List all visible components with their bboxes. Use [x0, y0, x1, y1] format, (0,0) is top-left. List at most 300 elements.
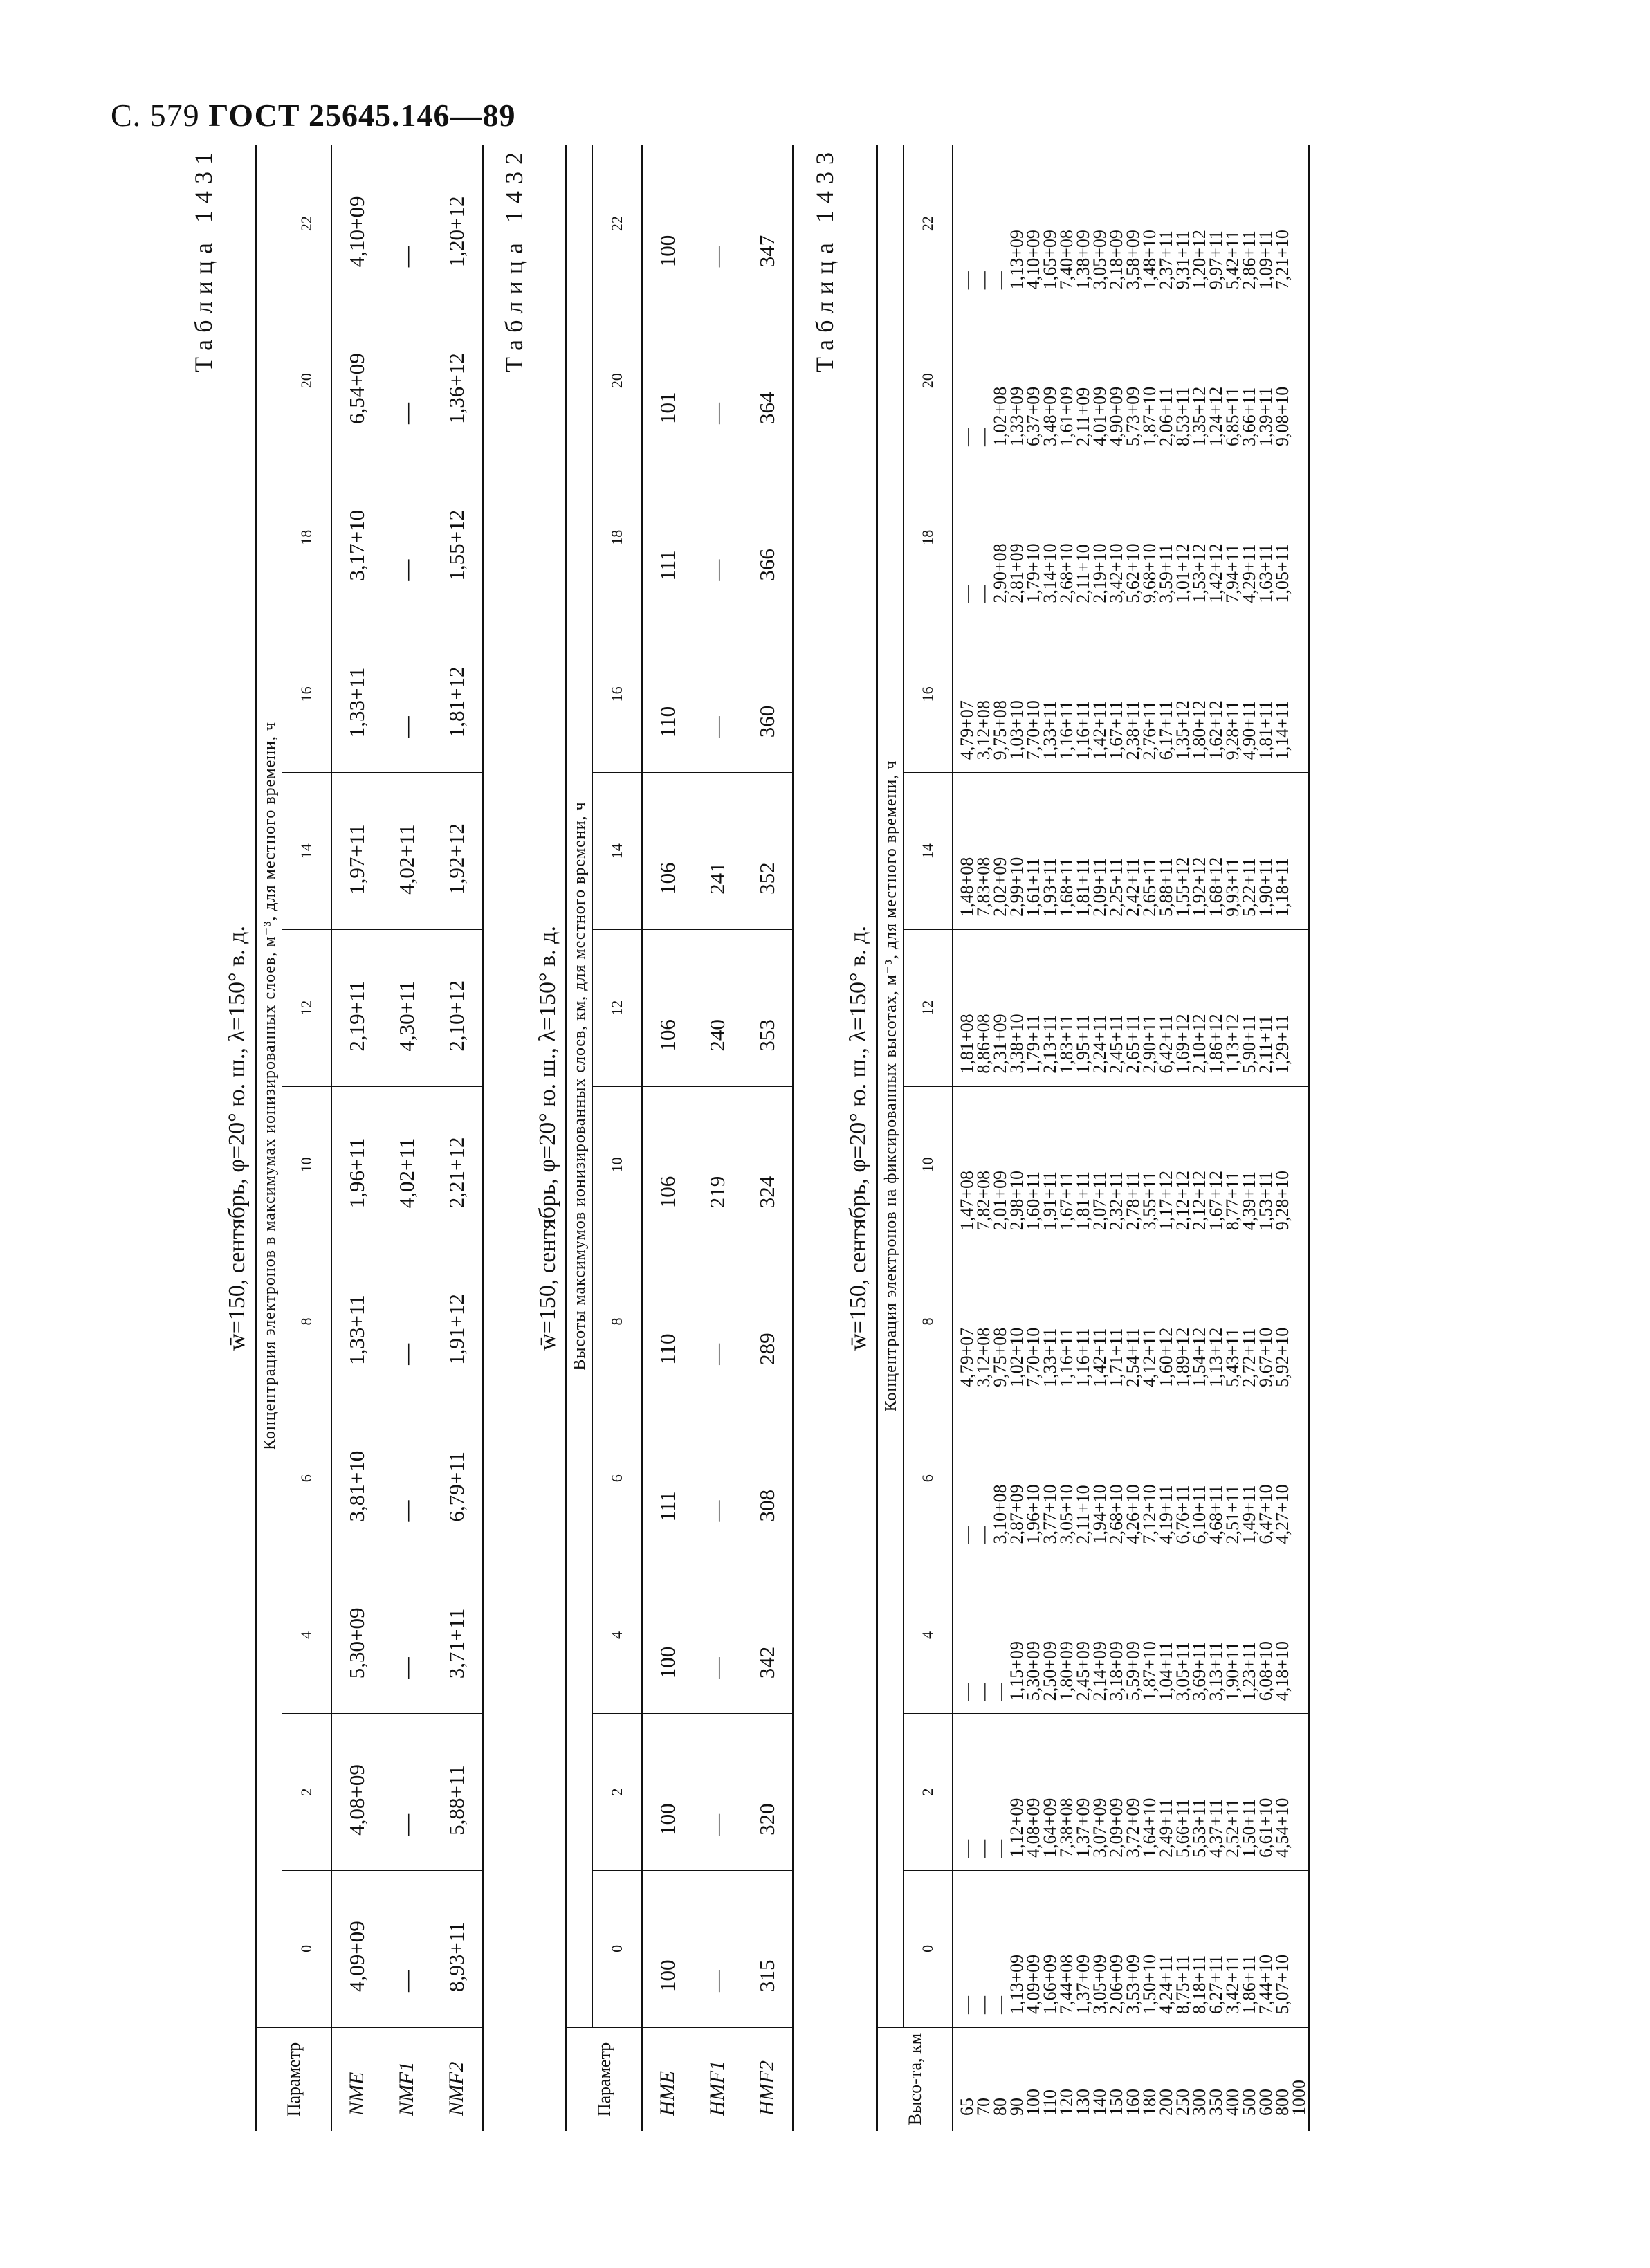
value: 1,37+09 [1073, 1798, 1093, 1858]
value: 7,94+11 [1222, 544, 1243, 603]
value: 2,12+12 [1189, 1171, 1209, 1231]
value: 2,06+09 [1106, 1954, 1126, 2014]
table-cell: — [693, 616, 742, 773]
hour-header: 6 [593, 1400, 643, 1557]
hour-header: 10 [904, 1086, 953, 1243]
value: 2,90+11 [1139, 1014, 1159, 1074]
value: 5,53+11 [1189, 1798, 1209, 1858]
hour-header: 18 [904, 459, 953, 616]
value: 3,18+09 [1106, 1641, 1126, 1701]
hour-column [953, 145, 1309, 302]
table-cell: 4,02+11 [382, 1086, 432, 1243]
value: 4,79+07 [957, 700, 977, 760]
table-row [331, 145, 382, 2131]
value: 9,75+08 [990, 700, 1010, 760]
table-1431 [255, 145, 484, 2131]
table-row [693, 145, 742, 2131]
table-cell: 3,71+11 [432, 1557, 483, 1714]
value: 1,42+11 [1090, 701, 1110, 760]
value: 5,42+11 [1222, 230, 1243, 290]
value: 2,02+09 [990, 857, 1010, 917]
value: 150 [1106, 2089, 1126, 2116]
table-row [432, 145, 483, 2131]
value: 2,09+11 [1090, 857, 1110, 917]
value: 3,42+11 [1222, 1955, 1243, 2014]
value: 3,05+10 [1056, 1484, 1076, 1544]
hour-header: 22 [904, 145, 953, 302]
hour-header: 8 [282, 1243, 332, 1400]
hour-column [953, 773, 1309, 930]
table-cell: 240 [693, 929, 742, 1086]
table-cell: — [382, 1243, 432, 1400]
value: 1,17+12 [1156, 1171, 1176, 1231]
value: 2,87+09 [1007, 1484, 1027, 1544]
value: 3,66+11 [1239, 387, 1259, 446]
table-cell: 219 [693, 1086, 742, 1243]
value: 2,68+10 [1106, 1484, 1126, 1544]
value: 9,93+11 [1222, 857, 1243, 917]
value: 7,21+10 [1272, 230, 1292, 290]
value: 6,42+11 [1156, 1014, 1176, 1074]
value: 1,38+09 [1073, 230, 1093, 290]
value: 7,44+10 [1256, 1954, 1276, 2014]
hour-header: 20 [904, 302, 953, 459]
table-cell: 1,20+12 [432, 145, 483, 302]
value: 2,11+10 [1073, 1485, 1093, 1544]
table-cell: 352 [742, 773, 794, 930]
value: 1,49+11 [1239, 1485, 1259, 1544]
value: — [973, 1683, 993, 1701]
value: 1,94+10 [1090, 1484, 1110, 1544]
table-cell: 3,17+10 [331, 459, 382, 616]
hour-column [953, 302, 1309, 459]
hour-header: 14 [904, 773, 953, 930]
value: 500 [1239, 2089, 1259, 2116]
table-cell: 366 [742, 459, 794, 616]
param-name: NME [331, 2027, 382, 2131]
value: 1,60+12 [1156, 1327, 1176, 1387]
value: 4,01+09 [1090, 386, 1110, 446]
hour-header: 14 [593, 773, 643, 930]
value: 2,78+11 [1123, 1171, 1143, 1231]
value: 3,07+09 [1090, 1798, 1110, 1858]
table-cell: 111 [642, 459, 693, 616]
table-cell: — [382, 1870, 432, 2027]
value: 160 [1123, 2089, 1143, 2116]
table-cell: 1,97+11 [331, 773, 382, 930]
value-stack [959, 1243, 1291, 1387]
table-cell: 1,91+12 [432, 1243, 483, 1400]
table-cell: 1,36+12 [432, 302, 483, 459]
table-cell: 101 [642, 302, 693, 459]
value: 130 [1073, 2089, 1093, 2116]
hour-column [953, 1714, 1309, 1871]
value: 200 [1156, 2089, 1176, 2116]
param-name: HME [642, 2027, 693, 2131]
value: 1,90+11 [1256, 857, 1276, 917]
value: 1,64+09 [1040, 1798, 1060, 1858]
value: 1,87+10 [1139, 386, 1159, 446]
value: 1,60+11 [1023, 1171, 1043, 1231]
value: 2,11+09 [1073, 387, 1093, 446]
hour-header: 6 [282, 1400, 332, 1557]
value: 9,68+10 [1139, 543, 1159, 603]
hour-header: 4 [593, 1557, 643, 1714]
hour-column [953, 1557, 1309, 1714]
value: 70 [973, 2098, 993, 2116]
value: 2,81+09 [1007, 543, 1027, 603]
value: — [957, 271, 977, 290]
value: 1,35+12 [1189, 386, 1209, 446]
hour-header: 4 [904, 1557, 953, 1714]
value: 1,13+09 [1007, 1954, 1027, 2014]
value: 9,31+11 [1173, 230, 1193, 290]
value: 65 [957, 2098, 977, 2116]
table-1432-param-header: Параметр [567, 2027, 643, 2131]
table-cell: 353 [742, 929, 794, 1086]
table-cell: — [382, 1714, 432, 1871]
value: 3,42+10 [1106, 543, 1126, 603]
value: 5,22+11 [1239, 857, 1259, 917]
value: 7,44+08 [1056, 1954, 1076, 2014]
value-stack [959, 459, 1291, 603]
value: 1,18+11 [1272, 857, 1292, 917]
altitude-list [953, 2027, 1309, 2131]
value: 8,77+11 [1222, 1171, 1243, 1231]
table-cell: 4,02+11 [382, 773, 432, 930]
value: 6,10+11 [1189, 1485, 1209, 1544]
value: 1,04+11 [1156, 1641, 1176, 1701]
hour-header: 18 [593, 459, 643, 616]
value: 400 [1222, 2089, 1243, 2116]
value: 6,85+11 [1222, 387, 1243, 446]
table-cell: 2,10+12 [432, 929, 483, 1086]
value: 2,45+11 [1106, 1014, 1126, 1074]
table-row [742, 145, 794, 2131]
table-cell: 315 [742, 1870, 794, 2027]
table-cell: 110 [642, 1243, 693, 1400]
value: 5,59+09 [1123, 1641, 1143, 1701]
value: 2,18+09 [1106, 230, 1126, 290]
value: 1,65+09 [1040, 230, 1060, 290]
page-header [111, 97, 516, 134]
value: 1,47+08 [957, 1171, 977, 1231]
hour-column [953, 616, 1309, 773]
value: 5,73+09 [1123, 386, 1143, 446]
value: 1,95+11 [1073, 1014, 1093, 1074]
value: 8,18+11 [1189, 1955, 1209, 2014]
value: 1,42+12 [1206, 543, 1226, 603]
value: 2,06+11 [1156, 387, 1176, 446]
value: 2,13+11 [1040, 1014, 1060, 1074]
hour-header: 10 [593, 1086, 643, 1243]
value: 3,05+09 [1090, 230, 1110, 290]
value: — [973, 428, 993, 446]
value-stack [959, 1557, 1291, 1701]
value: 4,68+11 [1206, 1485, 1226, 1544]
page-number: С. 579 [111, 98, 200, 133]
table-1432-subtitle: w̄=150, сентябрь, φ=20° ю. ш., λ=150° в. д. [535, 926, 560, 1351]
value: 1,55+12 [1173, 857, 1193, 917]
value: — [957, 1683, 977, 1701]
table-cell: 320 [742, 1714, 794, 1871]
table-cell: 4,09+09 [331, 1870, 382, 2027]
value: 1,24+12 [1206, 386, 1226, 446]
value: 4,10+09 [1023, 230, 1043, 290]
value: 1,23+11 [1239, 1641, 1259, 1701]
value: 2,72+11 [1239, 1328, 1259, 1387]
value: 7,70+10 [1023, 700, 1043, 760]
value: 600 [1256, 2089, 1276, 2116]
table-cell: 106 [642, 773, 693, 930]
value: 1000 [1289, 2080, 1309, 2116]
table-cell: — [693, 1714, 742, 1871]
table-cell: 2,19+11 [331, 929, 382, 1086]
value: 1,02+08 [990, 386, 1010, 446]
value: 1,81+11 [1073, 857, 1093, 917]
value: 1,63+11 [1256, 544, 1276, 603]
value: 6,37+09 [1023, 386, 1043, 446]
value: 3,10+08 [990, 1484, 1010, 1544]
value: 1,79+11 [1023, 1014, 1043, 1074]
table-cell: — [693, 459, 742, 616]
value: 250 [1173, 2089, 1193, 2116]
value: 1,35+12 [1173, 700, 1193, 760]
value: 1,33+09 [1007, 386, 1027, 446]
value: 1,86+11 [1239, 1955, 1259, 2014]
value: 3,48+09 [1040, 386, 1060, 446]
value: 6,17+11 [1156, 701, 1176, 760]
value: 1,81+08 [957, 1014, 977, 1074]
value: 1,62+12 [1206, 700, 1226, 760]
value: — [973, 585, 993, 603]
value: 1,91+11 [1040, 1171, 1060, 1231]
value: 8,53+11 [1173, 387, 1193, 446]
hour-column [953, 1870, 1309, 2027]
param-name: NMF1 [382, 2027, 432, 2131]
value: 4,24+11 [1156, 1955, 1176, 2014]
value: — [957, 1839, 977, 1858]
value: 6,47+10 [1256, 1484, 1276, 1544]
table-cell: — [382, 145, 432, 302]
table-cell: — [382, 459, 432, 616]
value: 1,16+11 [1056, 1328, 1076, 1387]
value: 3,72+09 [1123, 1798, 1143, 1858]
table-cell: 8,93+11 [432, 1870, 483, 2027]
table-cell: 360 [742, 616, 794, 773]
value: 2,65+11 [1123, 1014, 1143, 1074]
value: — [957, 585, 977, 603]
value-stack [959, 302, 1291, 446]
value: 3,58+09 [1123, 230, 1143, 290]
hour-header: 0 [904, 1870, 953, 2027]
table-cell: 1,33+11 [331, 616, 382, 773]
value: 80 [990, 2098, 1010, 2116]
value: 1,05+11 [1272, 544, 1292, 603]
value: 2,98+10 [1007, 1171, 1027, 1231]
value: 90 [1007, 2098, 1027, 2116]
hour-header: 18 [282, 459, 332, 616]
table-cell: — [693, 302, 742, 459]
table-1433-title: Таблица 1433 [811, 145, 838, 372]
value: — [957, 428, 977, 446]
value: 4,08+09 [1023, 1798, 1043, 1858]
table-row [382, 145, 432, 2131]
value: 1,87+10 [1139, 1641, 1159, 1701]
table-cell: 1,81+12 [432, 616, 483, 773]
table-cell: 1,55+12 [432, 459, 483, 616]
table-cell: — [693, 1870, 742, 2027]
value: 6,61+10 [1256, 1798, 1276, 1858]
value: 1,93+11 [1040, 857, 1060, 917]
hour-header: 12 [282, 929, 332, 1086]
value: 1,67+11 [1056, 1171, 1076, 1231]
value: 1,16+11 [1073, 1328, 1093, 1387]
value: 3,12+08 [973, 1327, 993, 1387]
value: 1,02+10 [1007, 1327, 1027, 1387]
value: 4,90+09 [1106, 386, 1126, 446]
table-1431-subtitle: w̄=150, сентябрь, φ=20° ю. ш., λ=150° в. д. [224, 926, 250, 1351]
value: 100 [1023, 2089, 1043, 2116]
value: 2,32+11 [1106, 1171, 1126, 1231]
value-stack [959, 1400, 1291, 1544]
hour-header: 20 [282, 302, 332, 459]
value: 2,51+11 [1222, 1485, 1243, 1544]
value: 2,37+11 [1156, 230, 1176, 290]
value: 6,08+10 [1256, 1641, 1276, 1701]
table-1432-title: Таблица 1432 [500, 145, 528, 372]
value: 6,27+11 [1206, 1955, 1226, 2014]
value: 3,55+11 [1139, 1171, 1159, 1231]
table-cell: 2,21+12 [432, 1086, 483, 1243]
value: 2,25+11 [1106, 857, 1126, 917]
value: 1,01+12 [1173, 543, 1193, 603]
value: 1,79+10 [1023, 543, 1043, 603]
hour-header: 16 [282, 616, 332, 773]
value: 9,67+10 [1256, 1327, 1276, 1387]
value: 4,27+10 [1272, 1484, 1292, 1544]
hour-column [953, 1086, 1309, 1243]
value: 7,38+08 [1056, 1798, 1076, 1858]
value: 2,11+10 [1073, 544, 1093, 603]
value: 7,82+08 [973, 1171, 993, 1231]
value: 2,19+10 [1090, 543, 1110, 603]
table-cell: 342 [742, 1557, 794, 1714]
value: 1,16+11 [1073, 701, 1093, 760]
value: 350 [1206, 2089, 1226, 2116]
table-1433-altitude-header: Высо-та, км [877, 2027, 953, 2131]
table-cell: — [382, 1400, 432, 1557]
value: — [973, 1839, 993, 1858]
value: 1,86+12 [1206, 1014, 1226, 1074]
value: 1,96+10 [1023, 1484, 1043, 1544]
param-name: HMF1 [693, 2027, 742, 2131]
table-cell: 1,92+12 [432, 773, 483, 930]
hour-header: 0 [593, 1870, 643, 2027]
table-cell: 289 [742, 1243, 794, 1400]
table-cell: 110 [642, 616, 693, 773]
value: 4,19+11 [1156, 1485, 1176, 1544]
table-1433-body-row [953, 145, 1309, 2131]
table-1431-title: Таблица 1431 [190, 145, 217, 372]
value-stack [959, 930, 1291, 1074]
value: 120 [1056, 2089, 1076, 2116]
value: 9,08+10 [1272, 386, 1292, 446]
hour-header: 20 [593, 302, 643, 459]
value: 800 [1272, 2089, 1292, 2116]
hour-header: 4 [282, 1557, 332, 1714]
value: 1,61+09 [1056, 386, 1076, 446]
table-1432 [565, 145, 794, 2131]
value: 3,12+08 [973, 700, 993, 760]
value: — [973, 1996, 993, 2014]
table-cell: 324 [742, 1086, 794, 1243]
value: 1,50+11 [1239, 1798, 1259, 1858]
table-1431-param-header: Параметр [256, 2027, 332, 2131]
value: 7,83+08 [973, 857, 993, 917]
table-1433-caption: Концентрация электронов на фиксированных высотах, м⁻³, для местного времени, ч [877, 145, 904, 2027]
table-cell: 4,08+09 [331, 1714, 382, 1871]
rotated-content [173, 145, 1584, 2131]
value: 1,81+11 [1256, 701, 1276, 760]
table-cell: 308 [742, 1400, 794, 1557]
value: 1,71+11 [1106, 1328, 1126, 1387]
hour-header: 14 [282, 773, 332, 930]
value: 1,61+11 [1023, 857, 1043, 917]
value: 1,83+11 [1056, 1014, 1076, 1074]
hour-header: 6 [904, 1400, 953, 1557]
value: 2,52+11 [1222, 1798, 1243, 1858]
value: 1,67+11 [1106, 701, 1126, 760]
value: — [973, 1526, 993, 1544]
value: 1,54+12 [1189, 1327, 1209, 1387]
value: 300 [1189, 2089, 1209, 2116]
value: 1,48+10 [1139, 230, 1159, 290]
value: 1,29+11 [1272, 1014, 1292, 1074]
table-cell: — [382, 1557, 432, 1714]
hour-header: 22 [282, 145, 332, 302]
value: 5,92+10 [1272, 1327, 1292, 1387]
hour-header: 8 [593, 1243, 643, 1400]
value: 2,65+11 [1139, 857, 1159, 917]
value-stack [959, 145, 1291, 289]
table-cell: 100 [642, 1714, 693, 1871]
value: 8,86+08 [973, 1014, 993, 1074]
value: 1,68+12 [1206, 857, 1226, 917]
value: 9,28+10 [1272, 1171, 1292, 1231]
value: 2,12+12 [1173, 1171, 1193, 1231]
value: 1,90+11 [1222, 1641, 1243, 1701]
value: 3,69+11 [1189, 1641, 1209, 1701]
value: 180 [1139, 2089, 1159, 2116]
value: 2,54+11 [1123, 1328, 1143, 1387]
hour-header: 8 [904, 1243, 953, 1400]
value: — [957, 1526, 977, 1544]
param-name: HMF2 [742, 2027, 794, 2131]
value: 4,18+10 [1272, 1641, 1292, 1701]
hour-header: 2 [282, 1714, 332, 1871]
hour-column [953, 1400, 1309, 1557]
table-cell: 106 [642, 1086, 693, 1243]
value: 1,66+09 [1040, 1954, 1060, 2014]
value: 2,10+12 [1189, 1014, 1209, 1074]
value: 1,33+11 [1040, 1328, 1060, 1387]
table-1431-caption: Концентрация электронов в максимумах ионизированных слоев, м⁻³, для местного времени, ч [256, 145, 282, 2027]
value: 4,37+11 [1206, 1798, 1226, 1858]
table-cell: — [693, 145, 742, 302]
value-stack [959, 616, 1291, 760]
value: — [973, 271, 993, 290]
